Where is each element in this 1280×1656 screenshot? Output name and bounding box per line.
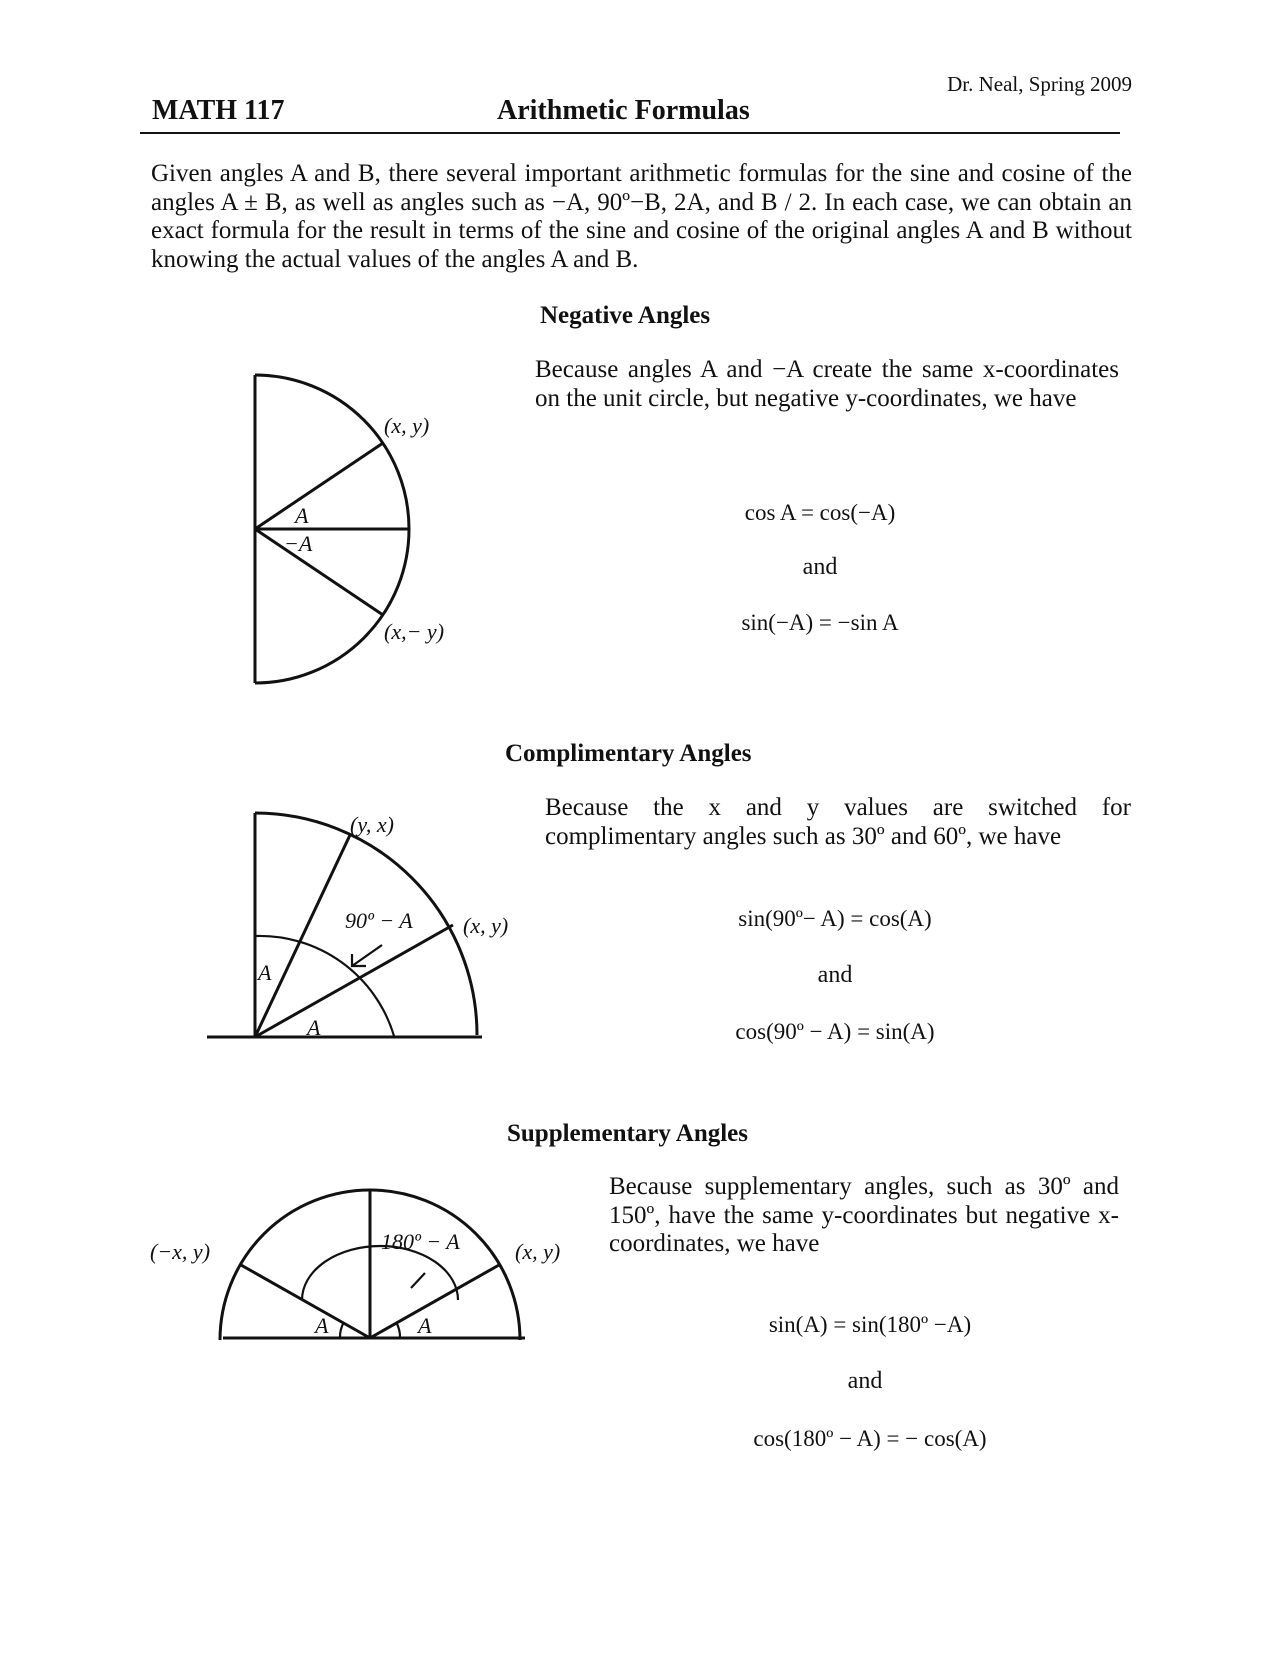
complimentary-formula-1: sin(90º− A) = cos(A) [738, 906, 932, 931]
complimentary-formula-2: cos(90º − A) = sin(A) [735, 1019, 935, 1044]
small-angle-arc-right [396, 1322, 400, 1338]
course-code: MATH 117 [152, 95, 285, 126]
radius-to-right-point [370, 1265, 499, 1338]
arrow-shaft [352, 945, 382, 966]
label-angle-neg-a: −A [284, 531, 313, 556]
complimentary-and: and [817, 962, 853, 988]
label-bottom-point: (x,− y) [384, 619, 445, 644]
complimentary-angles-diagram [195, 800, 545, 1060]
label-angle-right: A [418, 1313, 432, 1338]
label-point-yx: (y, x) [350, 812, 394, 837]
supplementary-angles-diagram [150, 1170, 590, 1350]
negative-and: and [802, 554, 838, 580]
complimentary-text: Because the x and y values are switched for complimentary angles such as 30º and 60º, we have [545, 794, 1131, 850]
supplementary-formula-2: cos(180º − A) = − cos(A) [753, 1426, 987, 1451]
author-date: Dr. Neal, Spring 2009 [947, 72, 1132, 96]
label-angle-bottom: A [307, 1015, 321, 1040]
label-angle-left: A [258, 960, 272, 985]
label-point-left: (−x, y) [150, 1239, 211, 1264]
section-heading-supplementary: Supplementary Angles [507, 1120, 749, 1147]
radius-to-left-point [241, 1265, 370, 1338]
label-top-point: (x, y) [384, 413, 430, 438]
radius-negative-angle [255, 529, 383, 615]
negative-text: Because angles A and −A create the same x-coordinates on the unit circle, but negative y-coordinates, we have [535, 356, 1119, 412]
angle-arc [302, 1246, 458, 1300]
label-angle-a: A [295, 503, 309, 528]
supplementary-text: Because supplementary angles, such as 30º and 150º, have the same y-coordinates but negative x-coordinates, we have [609, 1173, 1119, 1257]
angle-pointer [411, 1273, 425, 1288]
negative-angles-diagram [200, 355, 500, 695]
page-title: Arithmetic Formulas [497, 95, 750, 126]
label-point-right: (x, y) [515, 1239, 561, 1264]
small-angle-arc-left [340, 1322, 344, 1338]
label-point-xy: (x, y) [463, 913, 509, 938]
section-heading-negative: Negative Angles [540, 302, 711, 329]
intro-paragraph: Given angles A and B, there several important arithmetic formulas for the sine and cosine of the angles A ± B, as well as angles such as −A, 90º−B, 2A, and B / 2. In each case, we can obtain an exact formula for the result in terms of the sine and cosine of the original angles A and B without knowing the actual values of the angles A and B. [151, 160, 1132, 273]
radius-positive-angle [255, 443, 383, 529]
label-angle-left: A [315, 1313, 329, 1338]
radius-to-xy [255, 925, 453, 1037]
label-angle-supplement: 180º − A [381, 1229, 460, 1254]
negative-formula-1: cos A = cos(−A) [744, 500, 896, 525]
supplementary-formula-1: sin(A) = sin(180º −A) [768, 1312, 972, 1337]
label-angle-complement: 90º − A [345, 908, 413, 933]
negative-formula-2: sin(−A) = −sin A [741, 610, 899, 635]
header-rule [140, 132, 1120, 134]
supplementary-and: and [847, 1368, 883, 1394]
section-heading-complimentary: Complimentary Angles [505, 740, 752, 767]
